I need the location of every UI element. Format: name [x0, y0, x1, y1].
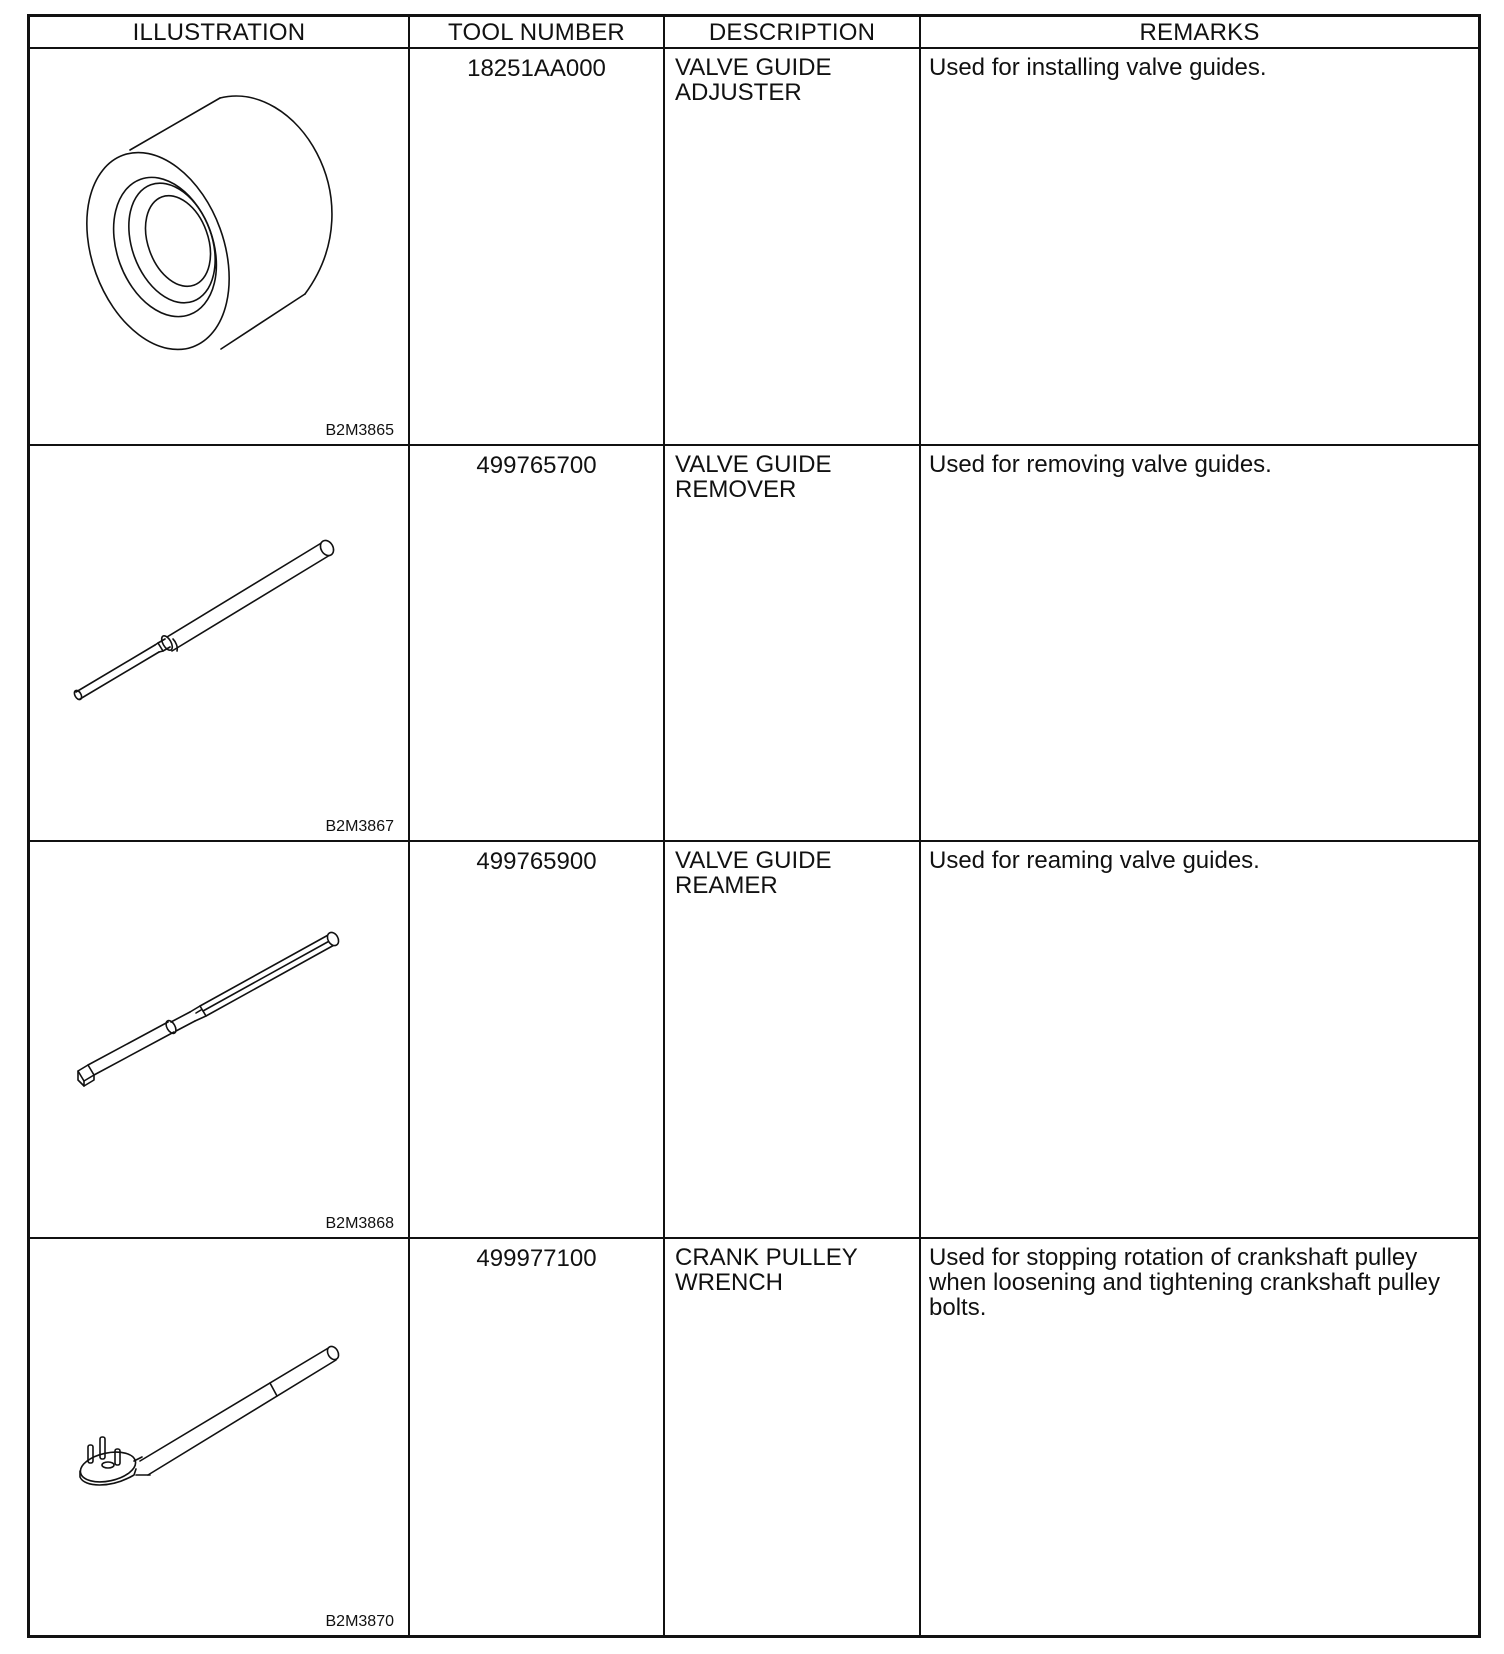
figure-code: B2M3867: [325, 818, 394, 835]
tool-remarks: Used for installing valve guides.: [921, 49, 1478, 446]
tool-remarks: Used for stopping rotation of crankshaft pulley when loosening and tightening crankshaft pulley bolts.: [929, 1243, 1441, 1321]
header-illustration: ILLUSTRATION: [30, 17, 410, 49]
figure-code: B2M3868: [325, 1214, 394, 1232]
crank-pulley-wrench-icon: [30, 1239, 408, 1612]
tool-description: VALVE GUIDE REAMER: [665, 842, 921, 1239]
illustration-cell: [30, 49, 410, 446]
tool-number: 499765700: [410, 446, 665, 843]
tool-number: 18251AA000: [410, 49, 665, 446]
tool-description: CRANK PULLEY WRENCH: [665, 1239, 921, 1636]
tool-description: VALVE GUIDE REMOVER: [665, 446, 921, 843]
tool-number: 499765900: [410, 842, 665, 1239]
header-tool-number: TOOL NUMBER: [410, 17, 665, 49]
special-tools-table: [27, 14, 1481, 1638]
figure-code: B2M3870: [325, 1613, 394, 1630]
tool-number: 499977100: [410, 1239, 665, 1636]
valve-guide-reamer-icon: [30, 842, 408, 1215]
illustration-cell: [30, 1239, 410, 1636]
figure-code: B2M3865: [325, 421, 394, 439]
illustration-cell: [30, 842, 410, 1239]
header-description: DESCRIPTION: [665, 17, 921, 49]
header-remarks: REMARKS: [921, 17, 1478, 49]
illustration-cell: [30, 446, 410, 843]
valve-guide-adjuster-icon: [30, 49, 408, 422]
valve-guide-remover-icon: [30, 446, 408, 819]
tool-remarks: Used for removing valve guides.: [921, 446, 1478, 843]
tool-description: VALVE GUIDE ADJUSTER: [665, 49, 921, 446]
tool-remarks: Used for reaming valve guides.: [921, 842, 1478, 1239]
